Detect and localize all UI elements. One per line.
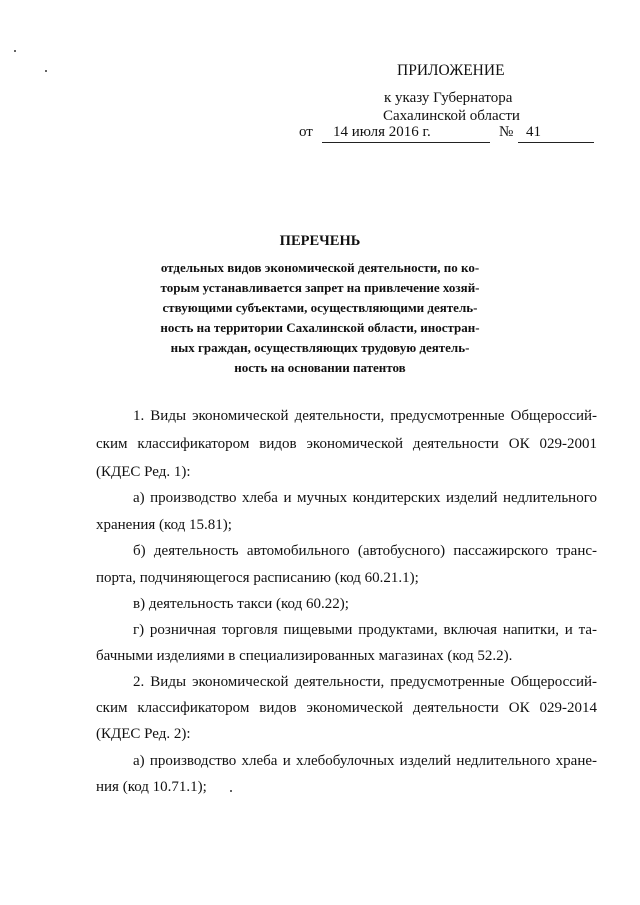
- number-sign: №: [499, 124, 514, 140]
- body-line: ским классификатором видов экономической деятельности ОК 029-2001: [96, 436, 597, 452]
- scan-speck: [14, 50, 16, 52]
- decree-line: к указу Губернатора: [384, 90, 513, 106]
- region-line: Сахалинской области: [383, 108, 520, 124]
- body-line: (КДЕС Ред. 1):: [96, 464, 191, 480]
- body-line: г) розничная торговля пищевыми продуктами, включая напитки, и та-: [133, 622, 597, 638]
- subtitle-line: ствующими субъектами, осуществляющими деятель-: [162, 300, 478, 315]
- body-line: б) деятельность автомобильного (автобусного) пассажирского транс-: [133, 543, 597, 559]
- body-line: ния (код 10.71.1);: [96, 779, 207, 795]
- body-line: (КДЕС Ред. 2):: [96, 726, 191, 742]
- body-line: а) производство хлеба и хлебобулочных изделий недлительного хране-: [133, 753, 597, 769]
- decree-number: 41: [526, 124, 541, 140]
- document-title: ПЕРЕЧЕНЬ: [279, 233, 361, 249]
- subtitle-line: ность на основании патентов: [234, 360, 406, 375]
- body-line: в) деятельность такси (код 60.22);: [133, 596, 349, 612]
- body-line: хранения (код 15.81);: [96, 517, 232, 533]
- scan-speck: [45, 70, 47, 72]
- scan-speck: [230, 790, 232, 792]
- subtitle-line: отдельных видов экономической деятельности, по ко-: [160, 260, 480, 275]
- date-prefix: от: [299, 124, 313, 140]
- appendix-label: ПРИЛОЖЕНИЕ: [397, 62, 505, 79]
- subtitle-line: торым устанавливается запрет на привлечение хозяй-: [160, 280, 480, 295]
- body-line: ским классификатором видов экономической деятельности ОК 029-2014: [96, 700, 597, 716]
- subtitle-line: ных граждан, осуществляющих трудовую деятель-: [170, 340, 470, 355]
- body-line: бачными изделиями в специализированных магазинах (код 52.2).: [96, 648, 513, 664]
- body-line: а) производство хлеба и мучных кондитерских изделий недлительного: [133, 490, 597, 506]
- body-line: 1. Виды экономической деятельности, предусмотренные Общероссий-: [133, 408, 597, 424]
- decree-date: 14 июля 2016 г.: [333, 124, 431, 140]
- number-underline: [518, 142, 594, 143]
- body-line: 2. Виды экономической деятельности, предусмотренные Общероссий-: [133, 674, 597, 690]
- body-line: порта, подчиняющегося расписанию (код 60.21.1);: [96, 570, 419, 586]
- subtitle-line: ность на территории Сахалинской области, иностран-: [160, 320, 480, 335]
- date-underline: [322, 142, 490, 143]
